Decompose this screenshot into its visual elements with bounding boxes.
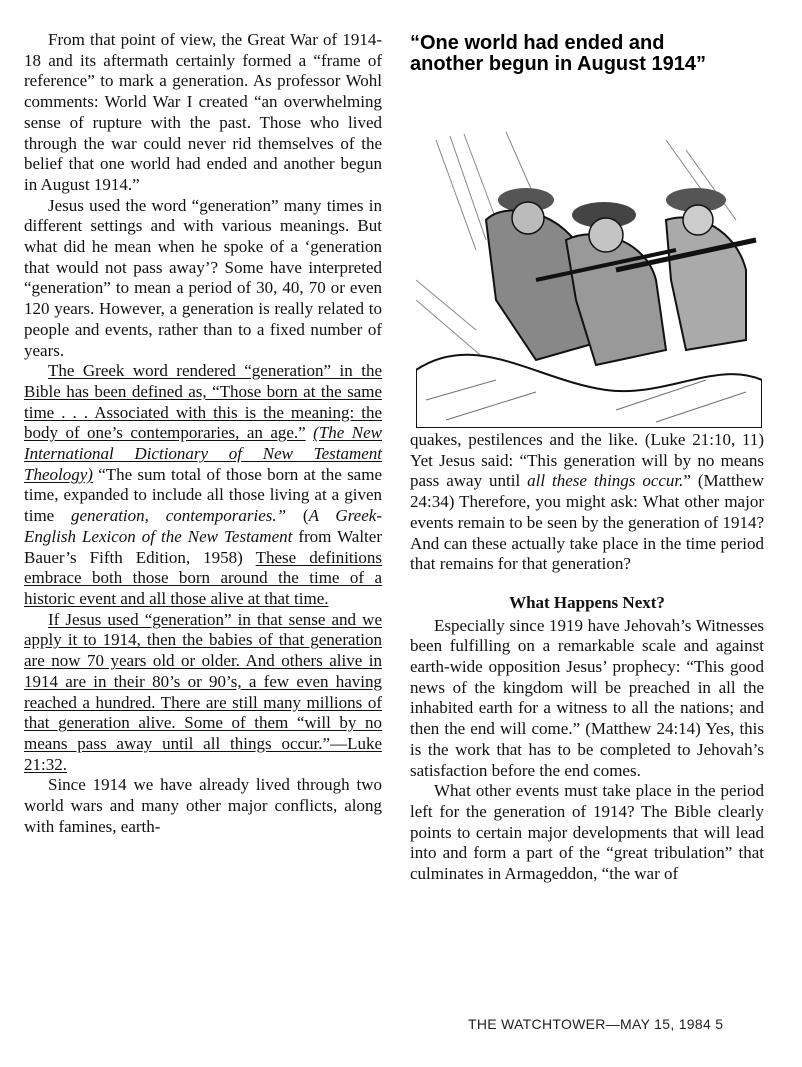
quakes-text-rest: ” (Matthew 24:34) Therefore, you might ask: What other major events remain to be seen by the generation of 1914? And can these actually take place in the time period that remains for that generation?	[410, 471, 764, 574]
right-column	[410, 430, 764, 885]
soldiers-trench-illustration	[416, 130, 762, 428]
citation-lexicon: A Greek-English Lexicon of the New Testament	[24, 506, 382, 546]
paren-open: (	[286, 506, 309, 526]
underlined-apply-1914: If Jesus used “generation” in that sense and we apply it to 1914, then the babies of that generation are now 70 years old or older. And others alive in 1914 are in their 80’s or 90’s, a few even having reached a hundred. There are still many millions of that generation alive. Some of them “will by no means pass away until all things occur.”—Luke 21:32.	[24, 609, 382, 774]
pull-quote-heading: “One world had ended and another begun in August 1914”	[410, 32, 706, 75]
paragraph-frame-of-reference: From that point of view, the Great War of 1914-18 and its aftermath certainly formed a “frame of reference” to mark a generation. As professor Wohl comments: World War I created “an overwhelming sense of rupture with the past. Those who lived through the war could never rid themselves of the belief that one world had ended and another begun in August 1914.”	[24, 30, 382, 194]
paragraph-other-events: What other events must take place in the period left for the generation of 1914? The Bible clearly points to certain major developments that will lead into and form a part of the “great tribulation” that culminates in Armageddon, “the war of	[410, 781, 764, 884]
quakes-text: quakes, pestilences and the like. (Luke 21:10, 11) Yet Jesus said: “This generation will by no means pass away until	[410, 430, 764, 491]
paragraph-apply-1914	[24, 610, 382, 776]
lexicon-quote: “The sum total of those born at the same time, expanded to include all those living at a given time	[24, 464, 382, 526]
paragraph-jesus-generation: Jesus used the word “generation” many times in different settings and with various meanings. But what did he mean when he spoke of a ‘generation that would not pass away’? Some have interpreted “generation” to mean a period of 30, 40, 70 or even 120 years. However, a generation is really related to people and events, rather than to a fixed number of years.	[24, 195, 382, 360]
underlined-definition: The Greek word rendered “generation” in the Bible has been defined as, “Those born at the same time . . . Associated with this is the meaning: the body of one’s contemporaries, an age.”	[24, 361, 382, 443]
subheading-what-happens-next: What Happens Next?	[509, 592, 665, 612]
paragraph-quakes	[410, 430, 764, 575]
underlined-definitions-embrace: These definitions embrace both those born around the time of a historic event and all those alive at that time.	[24, 547, 382, 608]
quakes-italic: all these things occur.	[527, 471, 684, 491]
paragraph-since-1914: Since 1914 we have already lived through two world wars and many other major conflicts, along with famines, earth-	[24, 775, 382, 836]
citation-dictionary: (The New International Dictionary of New Testament Theology)	[24, 423, 382, 484]
page-footer: THE WATCHTOWER—MAY 15, 1984 5	[468, 1016, 724, 1032]
lexicon-quote-italic: generation, contemporaries.”	[71, 506, 287, 526]
paragraph-good-news: Especially since 1919 have Jehovah’s Witnesses been fulfilling on a remarkable scale and against earth-wide opposition Jesus’ prophecy: “This good news of the kingdom will be preached in all the inhabited earth for a witness to all the nations; and then the end will come.” (Matthew 24:14) Yes, this is the work that has to be completed to Jehovah’s satisfaction before the end comes.	[410, 615, 764, 780]
citation-bauer: from Walter Bauer’s Fifth Edition, 1958)	[24, 526, 382, 567]
paragraph-greek-definition	[24, 361, 382, 609]
left-column	[24, 30, 382, 837]
